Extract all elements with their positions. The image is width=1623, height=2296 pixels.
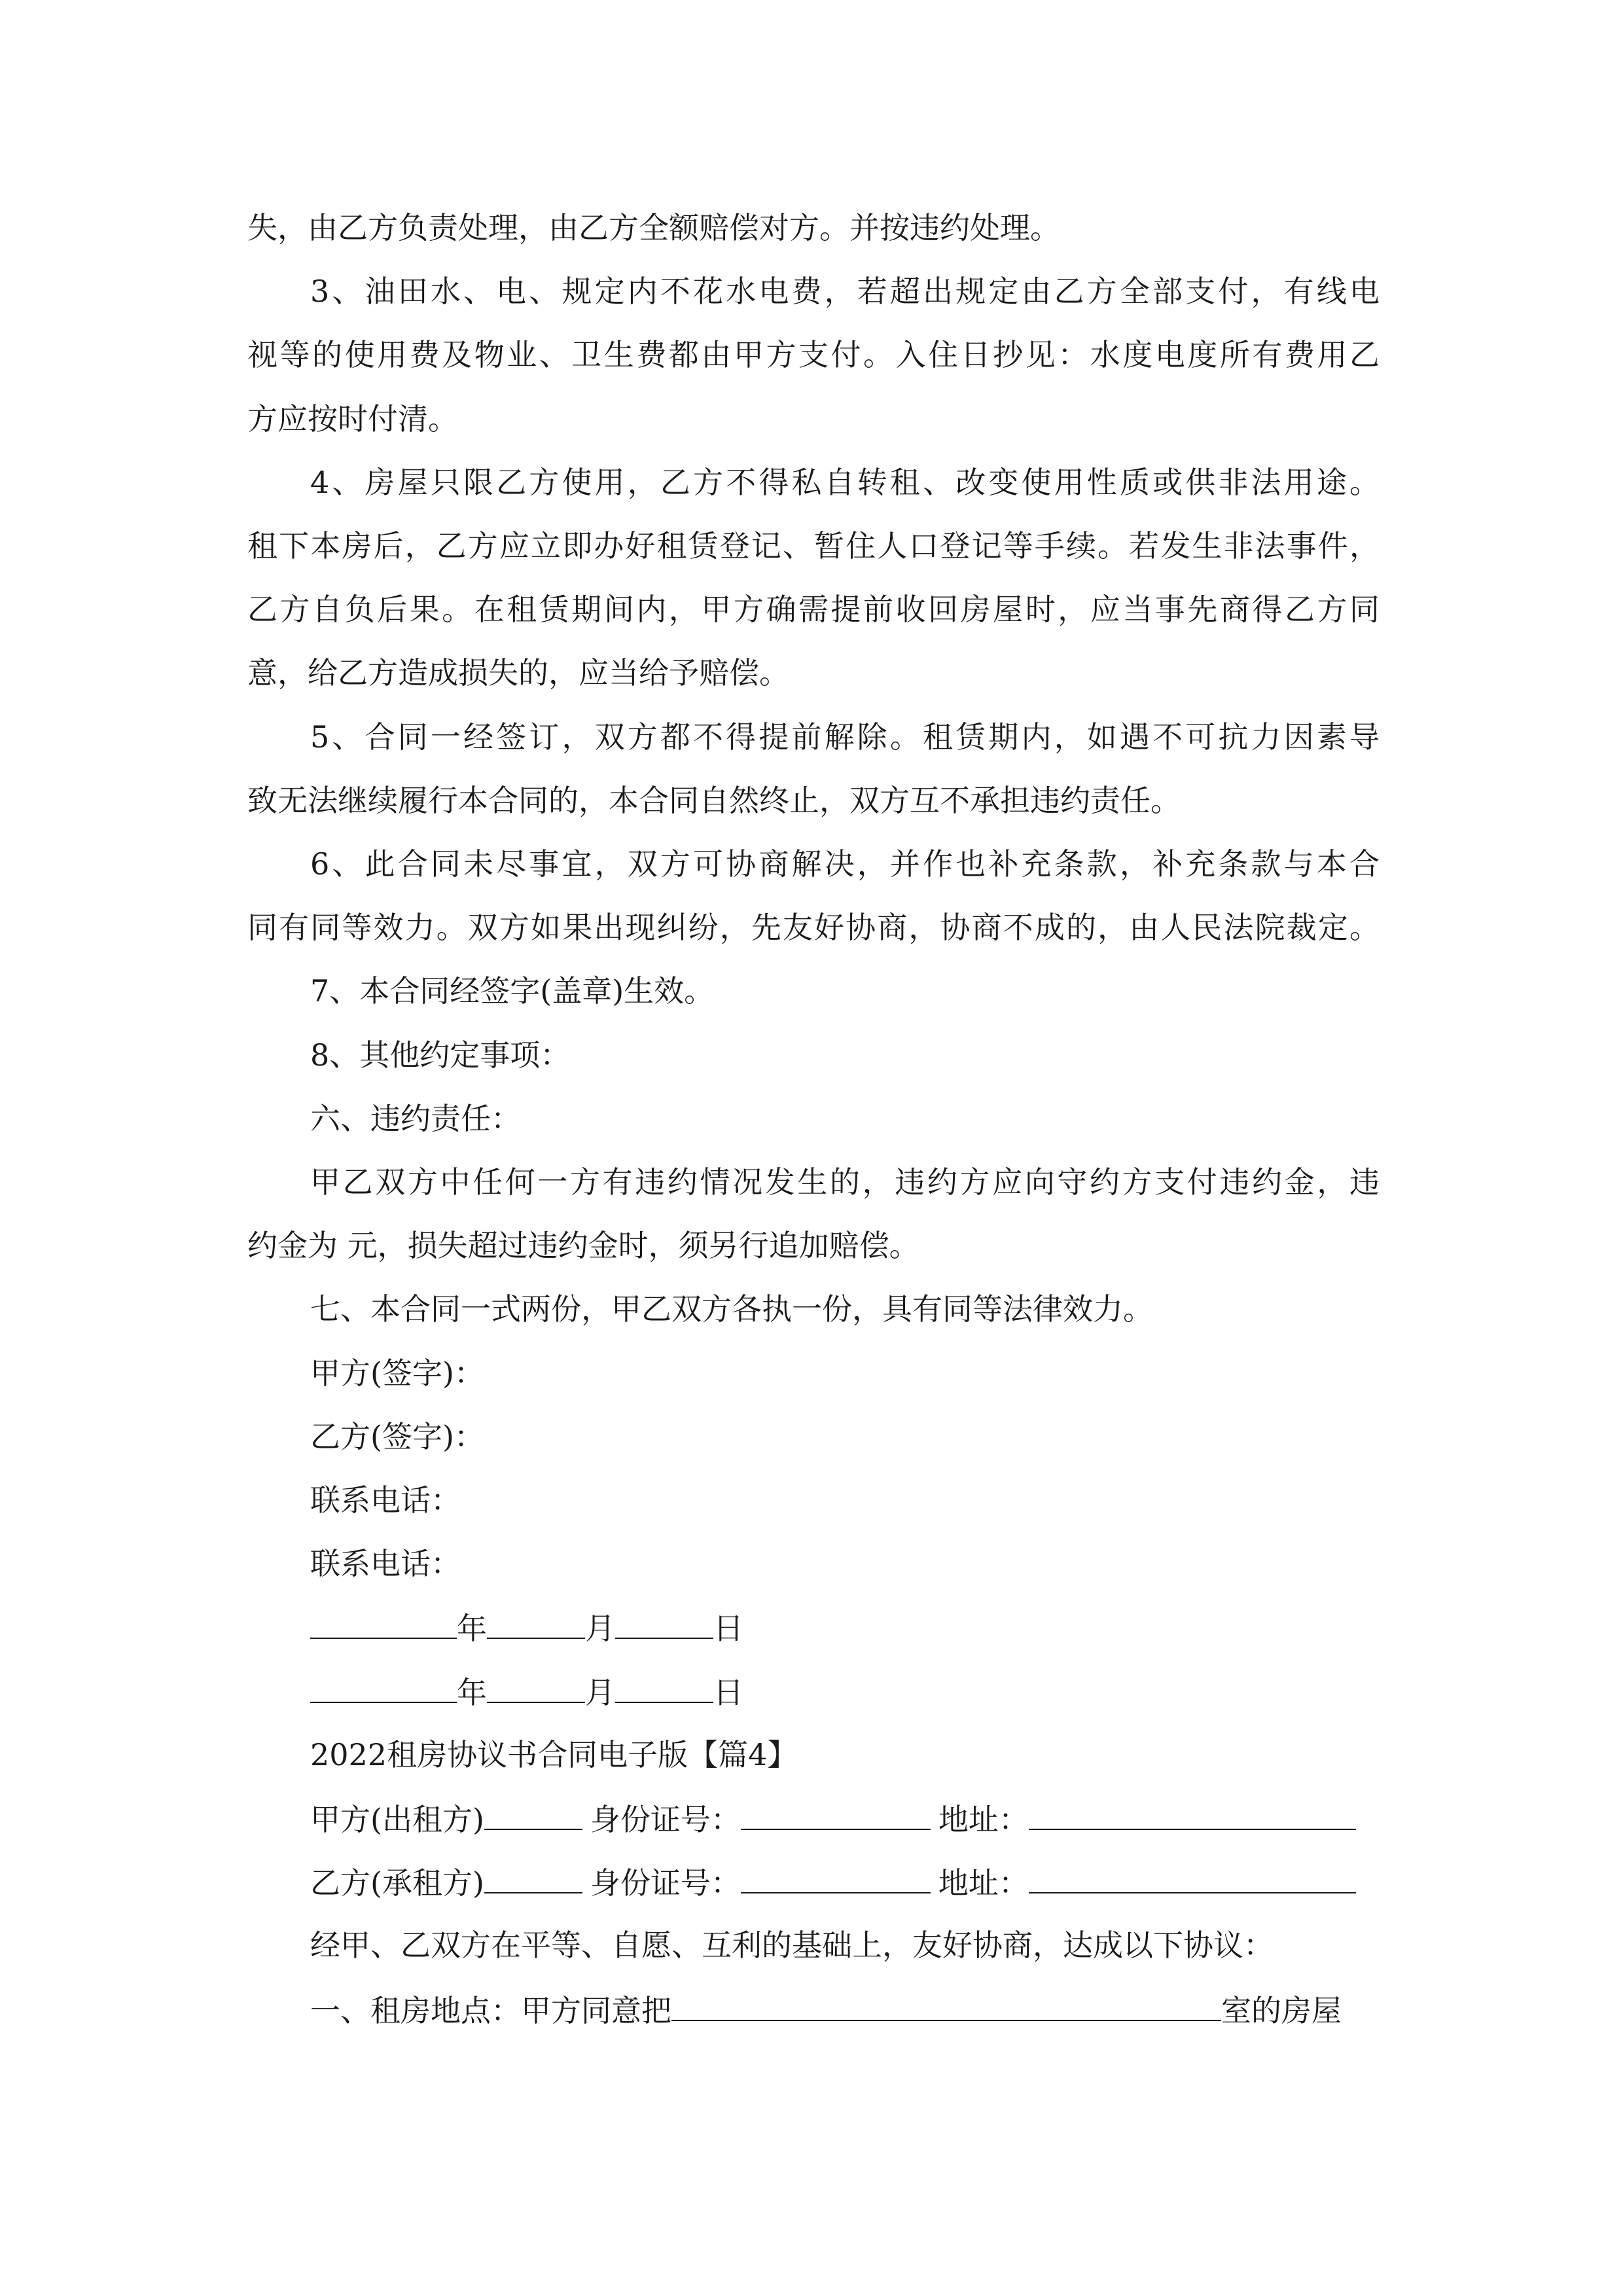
year-label: 年 [457,1611,487,1646]
day-label: 日 [713,1611,743,1646]
month-blank [487,1672,585,1703]
contact-phone-label: 联系电话： [310,1482,461,1518]
party-a-address-blank [1029,1799,1356,1830]
clause-4-line-3: 乙方自负后果。在租赁期间内，甲方确需提前收回房屋时，应当事先商得乙方同 [247,592,1380,627]
party-b-id-label: 身份证号： [590,1865,741,1901]
clause-one-row [310,1990,1342,2030]
clause-5-line-2: 致无法继续履行本合同的，本合同自然终止，双方互不承担违约责任。 [247,783,1181,818]
day-blank [615,1672,713,1703]
day-blank [615,1607,713,1639]
section-seven: 七、本合同一式两份，甲乙双方各执一份，具有同等法律效力。 [310,1291,1153,1327]
year-blank [310,1672,457,1703]
clause-4-line-2: 租下本房后，乙方应立即办好租赁登记、暂住人口登记等手续。若发生非法事件， [247,528,1380,564]
clause-4-line-1: 4、房屋只限乙方使用，乙方不得私自转租、改变使用性质或供非法用途。 [310,465,1380,500]
year-blank [310,1607,457,1639]
party-b-signature-label: 乙方(签字)： [310,1419,484,1454]
clause-4-line-4: 意，给乙方造成损失的，应当给予赔偿。 [247,655,789,691]
party-b-row [310,1862,1356,1903]
party-a-signature-label: 甲方(签字)： [310,1355,484,1391]
month-label: 月 [585,1611,615,1646]
clause-6-line-1: 6、此合同未尽事宜，双方可协商解决，并作也补充条款，补充条款与本合 [310,846,1380,882]
party-a-name-blank [484,1799,582,1830]
clause-5-line-1: 5、合同一经签订，双方都不得提前解除。租赁期内，如遇不可抗力因素导 [310,719,1380,755]
clause-one-room-blank [671,1990,1221,2021]
month-blank [487,1607,585,1639]
party-b-address-label: 地址： [938,1865,1029,1901]
clause-6-line-2: 同有同等效力。双方如果出现纠纷，先友好协商，协商不成的，由人民法院裁定。 [247,910,1380,945]
breach-line-1: 甲乙双方中任何一方有违约情况发生的，违约方应向守约方支付违约金，违 [310,1164,1380,1200]
clause-8: 8、其他约定事项： [310,1037,571,1073]
party-b-label: 乙方(承租方) [310,1865,484,1901]
clause-3-line-1: 3、油田水、电、规定内不花水电费，若超出规定由乙方全部支付，有线电 [310,274,1380,309]
party-a-id-blank [741,1799,931,1830]
breach-line-2: 约金为 元，损失超过违约金时，须另行追加赔偿。 [247,1228,919,1263]
date-line [310,1672,743,1712]
party-a-label: 甲方(出租方) [310,1802,484,1837]
year-label: 年 [457,1675,487,1710]
section-title: 2022租房协议书合同电子版【篇4】 [310,1737,798,1772]
contact-phone-label: 联系电话： [310,1546,461,1581]
party-a-address-label: 地址： [938,1802,1029,1837]
clause-one-prefix: 一、租房地点：甲方同意把 [310,1993,671,2028]
clause-one-suffix: 室的房屋 [1221,1993,1342,2028]
party-b-address-blank [1029,1862,1356,1893]
agreement-intro: 经甲、乙双方在平等、自愿、互利的基础上，友好协商，达成以下协议： [310,1928,1274,1963]
day-label: 日 [713,1675,743,1710]
date-line [310,1607,743,1648]
month-label: 月 [585,1675,615,1710]
party-a-row [310,1799,1356,1839]
party-a-id-label: 身份证号： [590,1802,741,1837]
party-b-id-blank [741,1862,931,1893]
text-line: 失，由乙方负责处理，由乙方全额赔偿对方。并按违约处理。 [247,210,1060,245]
clause-3-line-3: 方应按时付清。 [247,401,458,437]
clause-7: 7、本合同经签字(盖章)生效。 [310,973,715,1009]
clause-3-line-2: 视等的使用费及物业、卫生费都由甲方支付。入住日抄见：水度电度所有费用乙 [247,337,1380,372]
party-b-name-blank [484,1862,582,1893]
section-six-heading: 六、违约责任： [310,1101,521,1136]
